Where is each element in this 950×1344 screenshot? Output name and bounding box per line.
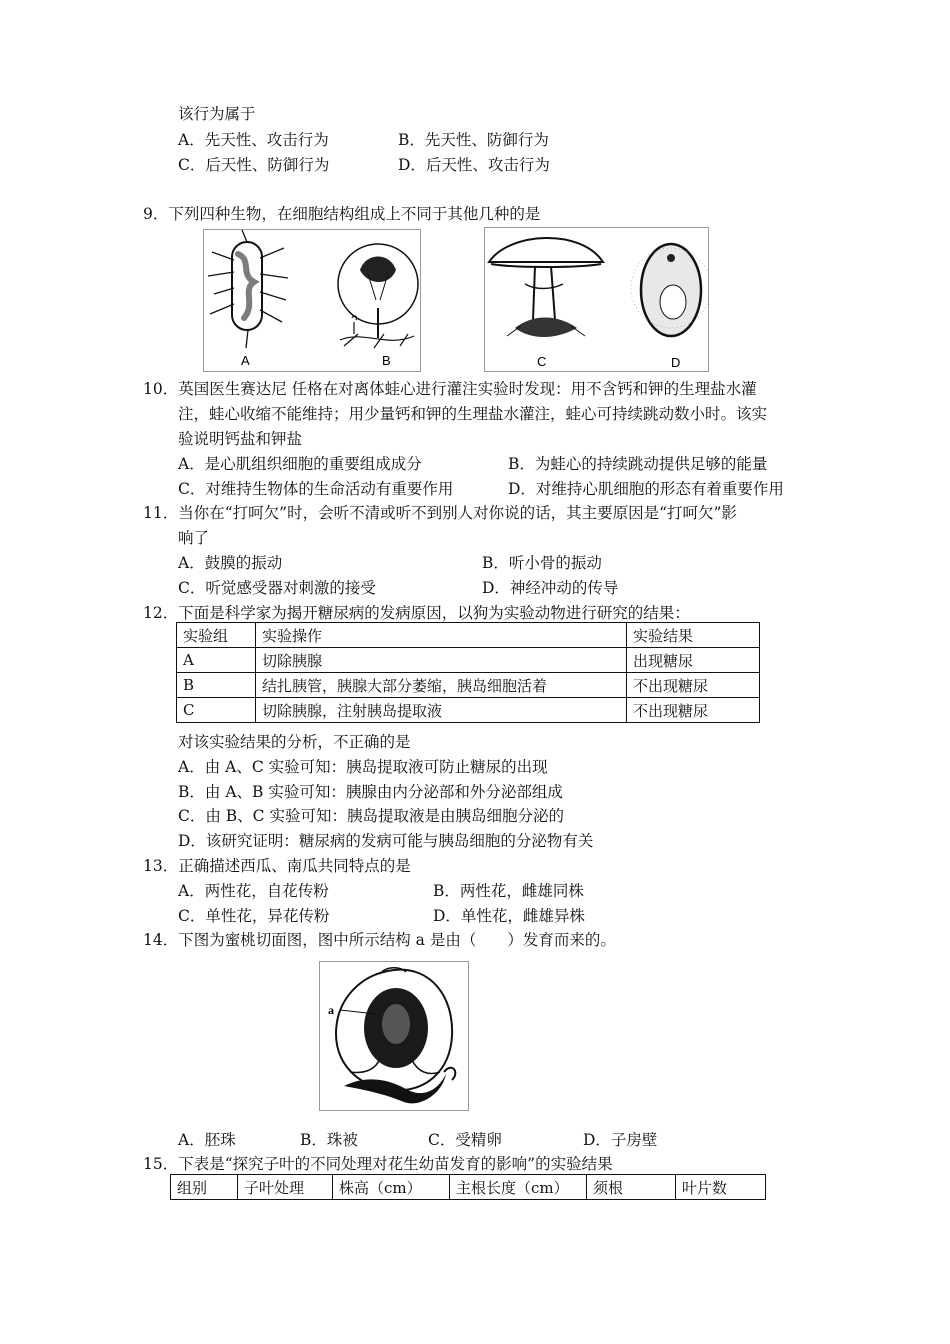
q12-option-c: C．由 B、C 实验可知：胰岛提取液是由胰岛细胞分泌的 — [178, 807, 564, 825]
table-header-row — [177, 623, 760, 648]
q12-results-table — [176, 622, 760, 723]
table-cell: 出现糖尿 — [627, 648, 760, 673]
q14-option-a: A．胚珠 — [178, 1131, 236, 1149]
table-header-cell: 株高（cm） — [333, 1175, 450, 1200]
q10-option-b: B．为蛙心的持续跳动提供足够的能量 — [508, 455, 768, 473]
q11-stem-line-1: 11．当你在“打呵欠”时，会听不清或听不到别人对你说的话，其主要原因是“打呵欠”影 — [143, 504, 737, 522]
q11-option-c: C．听觉感受器对刺激的接受 — [178, 579, 376, 597]
q8-option-d: D．后天性、攻击行为 — [398, 156, 550, 174]
fig-label-d: D — [671, 355, 681, 370]
table-cell: A — [177, 648, 256, 673]
table-row — [177, 648, 760, 673]
fig-label-a: a — [328, 1003, 334, 1017]
q11-stem-line-2: 响了 — [178, 529, 210, 547]
table-header-row — [171, 1175, 766, 1200]
mold-illustration — [338, 244, 418, 348]
table-cell: B — [177, 673, 256, 698]
q9-stem: 9．下列四种生物，在细胞结构组成上不同于其他几种的是 — [143, 205, 541, 223]
fig-label-b: B — [382, 353, 391, 368]
bacterium-illustration — [208, 230, 288, 348]
q15-results-table — [170, 1174, 766, 1200]
yeast-cell-illustration — [631, 244, 708, 336]
q12-sub-stem: 对该实验结果的分析，不正确的是 — [178, 733, 411, 751]
q13-option-b: B．两性花，雌雄同株 — [433, 882, 584, 900]
table-header-cell: 组别 — [171, 1175, 238, 1200]
table-header-cell: 须根 — [587, 1175, 676, 1200]
q15-stem: 15．下表是“探究子叶的不同处理对花生幼苗发育的影响”的实验结果 — [143, 1155, 613, 1173]
table-cell: C — [177, 698, 256, 723]
q14-option-d: D．子房壁 — [583, 1131, 658, 1149]
q13-option-c: C．单性花，异花传粉 — [178, 907, 330, 925]
q9-figure-ab — [203, 229, 421, 372]
q8-option-b: B．先天性、防御行为 — [398, 131, 549, 149]
q14-option-b: B．珠被 — [300, 1131, 358, 1149]
q10-option-a: A．是心肌组织细胞的重要组成成分 — [178, 455, 422, 473]
q12-option-d: D．该研究证明：糖尿病的发病可能与胰岛细胞的分泌物有关 — [178, 832, 594, 850]
q8-option-a: A．先天性、攻击行为 — [178, 131, 329, 149]
table-header-cell: 实验结果 — [627, 623, 760, 648]
table-cell: 不出现糖尿 — [627, 698, 760, 723]
q9-figure-cd — [484, 227, 709, 372]
q13-option-d: D．单性花，雌雄异株 — [433, 907, 585, 925]
table-cell: 切除胰腺，注射胰岛提取液 — [256, 698, 627, 723]
q11-option-a: A．鼓膜的振动 — [178, 554, 283, 572]
q10-option-c: C．对维持生物体的生命活动有重要作用 — [178, 480, 454, 498]
table-row — [177, 673, 760, 698]
table-cell: 切除胰腺 — [256, 648, 627, 673]
table-header-cell: 叶片数 — [676, 1175, 766, 1200]
table-header-cell: 主根长度（cm） — [450, 1175, 587, 1200]
q12-option-b: B．由 A、B 实验可知：胰腺由内分泌部和外分泌部组成 — [178, 783, 563, 801]
mushroom-illustration — [489, 238, 603, 337]
q10-stem-line-1: 10．英国医生赛达尼 任格在对离体蛙心进行灌注实验时发现：用不含钙和钾的生理盐水灌 — [143, 380, 757, 398]
q12-stem: 12．下面是科学家为揭开糖尿病的发病原因，以狗为实验动物进行研究的结果： — [143, 604, 690, 622]
table-cell: 不出现糖尿 — [627, 673, 760, 698]
q10-option-d: D．对维持心肌细胞的形态有着重要作用 — [508, 480, 784, 498]
table-header-cell: 实验组 — [177, 623, 256, 648]
table-header-cell: 子叶处理 — [238, 1175, 333, 1200]
q14-stem: 14．下图为蜜桃切面图，图中所示结构 a 是由（ ）发育而来的。 — [143, 931, 616, 949]
q10-stem-line-3: 验说明钙盐和钾盐 — [178, 430, 303, 448]
q8-option-c: C．后天性、防御行为 — [178, 156, 330, 174]
q14-option-c: C．受精卵 — [428, 1131, 502, 1149]
table-row — [177, 698, 760, 723]
q10-stem-line-2: 注，蛙心收缩不能维持；用少量钙和钾的生理盐水灌注，蛙心可持续跳动数小时。该实 — [178, 405, 768, 423]
q13-option-a: A．两性花，自花传粉 — [178, 882, 329, 900]
peach-section-illustration — [320, 962, 468, 1110]
table-header-cell: 实验操作 — [256, 623, 627, 648]
q12-option-a: A．由 A、C 实验可知：胰岛提取液可防止糖尿的出现 — [178, 758, 548, 776]
fig-label-a: A — [241, 353, 250, 368]
q13-stem: 13．正确描述西瓜、南瓜共同特点的是 — [143, 857, 411, 875]
table-cell: 结扎胰管，胰腺大部分萎缩，胰岛细胞活着 — [256, 673, 627, 698]
q8-stem-tail: 该行为属于 — [178, 105, 256, 123]
q14-peach-figure — [319, 961, 469, 1111]
q11-option-d: D．神经冲动的传导 — [482, 579, 619, 597]
q11-option-b: B．听小骨的振动 — [482, 554, 602, 572]
fig-label-c: C — [537, 354, 547, 369]
